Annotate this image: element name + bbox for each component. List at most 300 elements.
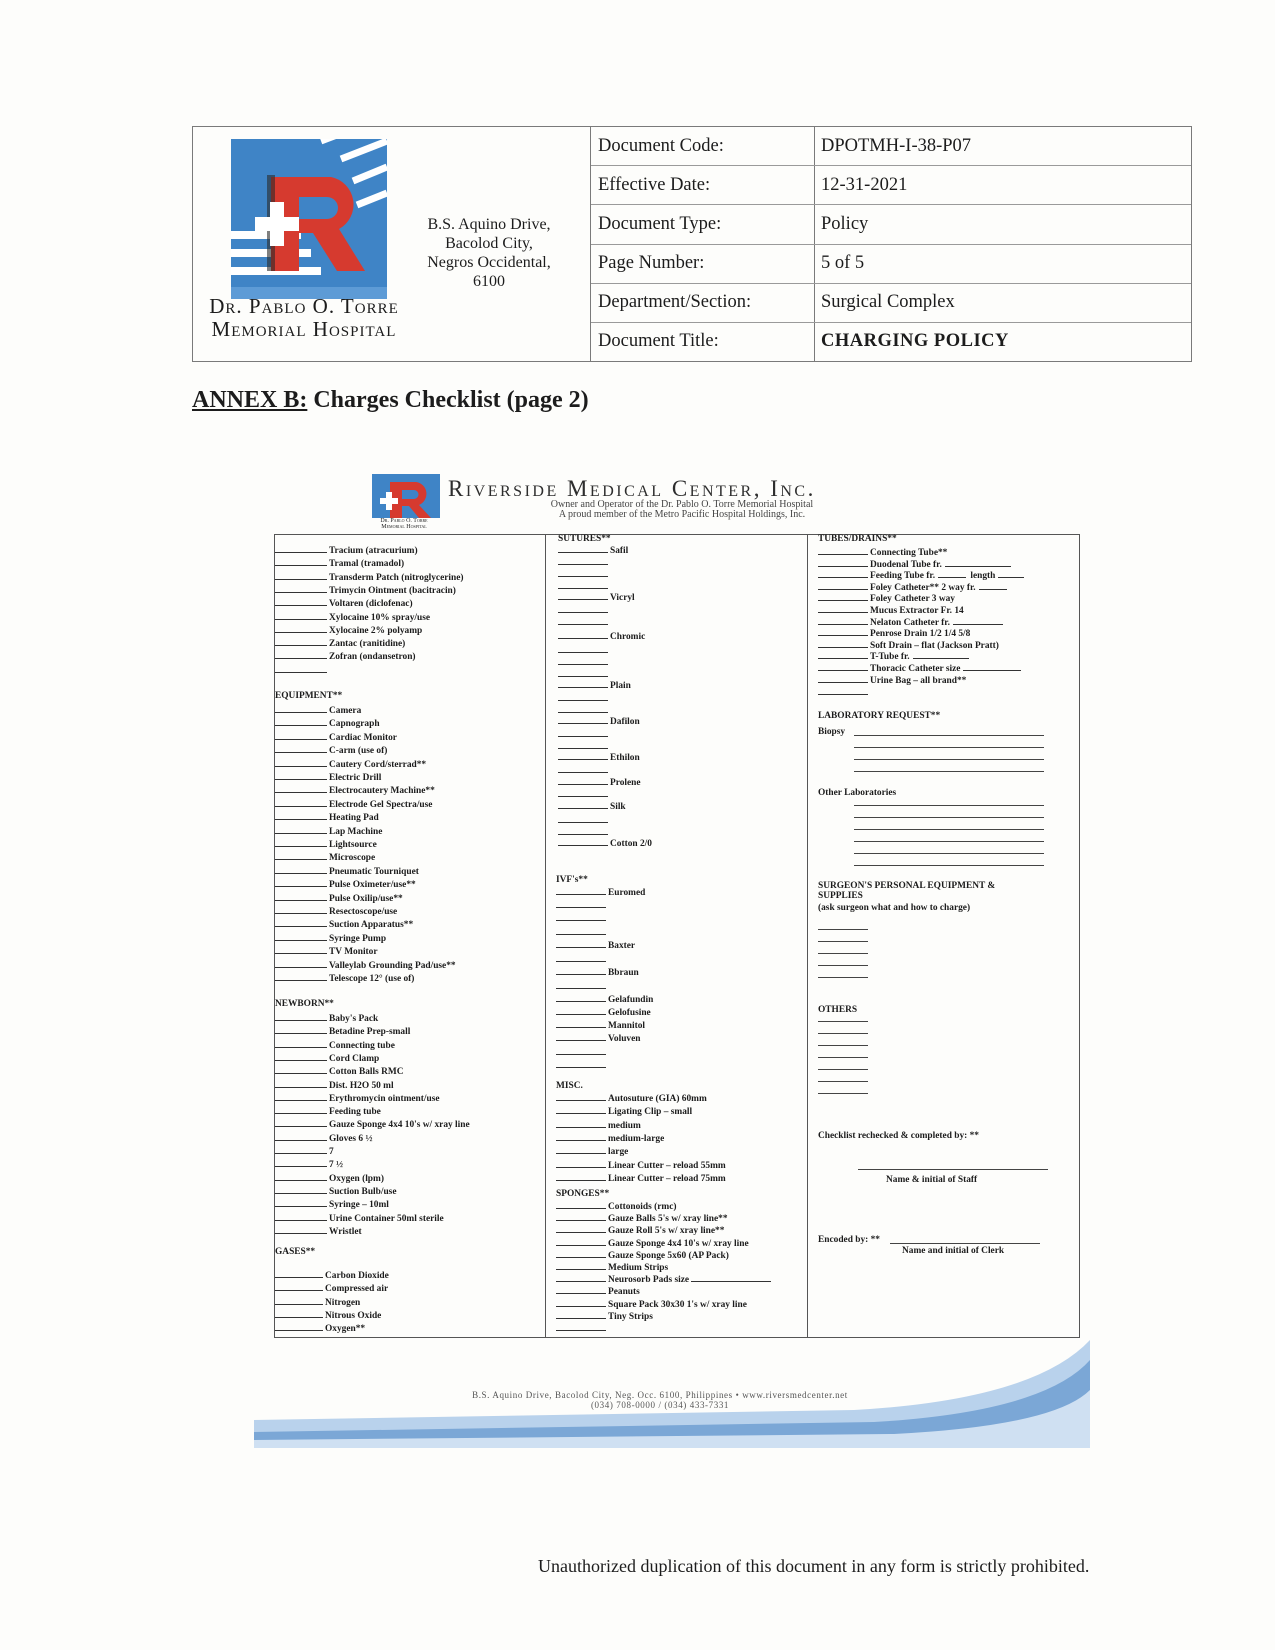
section-heading: EQUIPMENT** [275, 691, 343, 701]
blank-line[interactable] [275, 1106, 327, 1114]
write-in-line[interactable] [854, 853, 1044, 854]
checklist-item [275, 1066, 403, 1077]
blank-line[interactable] [275, 1226, 327, 1234]
checklist-item [275, 799, 432, 810]
item-label: length [968, 571, 998, 582]
blank-line[interactable] [818, 628, 868, 636]
blank-line[interactable] [558, 777, 608, 785]
blank-line[interactable] [691, 1274, 771, 1282]
blank-line[interactable] [556, 940, 606, 948]
blank-line[interactable] [275, 745, 327, 753]
hospital-name: Dr. Pablo O. Torre Memorial Hospital [209, 294, 399, 341]
write-in-line[interactable] [818, 1057, 868, 1058]
blank-line[interactable] [556, 1047, 606, 1055]
item-label: Feeding Tube fr. [870, 571, 936, 582]
blank-line[interactable] [558, 680, 608, 688]
meta-label: Page Number: [591, 245, 815, 283]
write-in-line[interactable] [818, 977, 868, 978]
write-in-line[interactable] [818, 953, 868, 954]
write-in-line[interactable] [818, 1021, 868, 1022]
write-in-line[interactable] [854, 829, 1044, 830]
item-label: Tiny Strips [608, 1311, 653, 1322]
blank-line[interactable] [556, 1120, 606, 1128]
blank-line[interactable] [556, 1286, 606, 1294]
item-label: Xylocaine 10% spray/use [329, 612, 431, 623]
blank-line[interactable] [558, 741, 608, 749]
item-label: Baby's Pack [329, 1014, 379, 1024]
write-in-line[interactable] [818, 1069, 868, 1070]
hospital-address: B.S. Aquino Drive, Bacolod City, Negros Occidental, 6100 [427, 216, 551, 290]
blank-entry [556, 913, 608, 924]
blank-line[interactable] [818, 582, 868, 590]
item-label: Oxygen (lpm) [329, 1173, 384, 1184]
checklist-item [275, 651, 416, 662]
blank-line[interactable] [558, 592, 608, 600]
item-label: TV Monitor [329, 947, 378, 958]
checklist-item [275, 1283, 388, 1294]
item-label: Cord Clamp [329, 1053, 380, 1064]
blank-line[interactable] [556, 1311, 606, 1319]
blank-line[interactable] [275, 1159, 327, 1167]
section-heading: Name & initial of Staff [886, 1175, 978, 1185]
blank-entry [556, 1047, 608, 1058]
checklist-item [818, 593, 955, 604]
blank-line[interactable] [558, 569, 608, 577]
section-heading: Name and initial of Clerk [902, 1246, 1005, 1256]
item-label: Nitrous Oxide [325, 1310, 382, 1321]
item-label: Gelofusine [608, 1008, 651, 1018]
blank-entry [558, 645, 610, 656]
item-label: Linear Cutter – reload 75mm [608, 1173, 726, 1184]
item-label: Pulse Oximeter/use** [329, 880, 416, 891]
riverside-tagline: Owner and Operator of the Dr. Pablo O. Torre Memorial Hospital A proud member of the Metro Pacific Hospital Holdings, Inc. [550, 499, 814, 520]
blank-line[interactable] [275, 1080, 327, 1088]
meta-row [591, 166, 1191, 205]
checklist-item [275, 585, 456, 596]
item-label: Cardiac Monitor [329, 732, 397, 743]
item-label: Gauze Balls 5's w/ xray line** [608, 1214, 728, 1225]
item-label: Erythromycin ointment/use [329, 1093, 440, 1104]
blank-line[interactable] [818, 687, 868, 695]
blank-line[interactable] [558, 838, 608, 846]
item-label: Tramal (tramadol) [329, 559, 405, 570]
write-in-line[interactable] [854, 865, 1044, 866]
blank-line[interactable] [818, 559, 868, 567]
section-heading: GASES** [275, 1247, 316, 1257]
blank-line[interactable] [556, 1274, 606, 1282]
item-label: medium [608, 1120, 641, 1131]
blank-line[interactable] [558, 657, 608, 665]
document-title: CHARGING POLICY [821, 331, 1009, 352]
checklist-item [556, 1173, 726, 1184]
write-in-line[interactable] [818, 965, 868, 966]
blank-line[interactable] [558, 581, 608, 589]
write-in-line[interactable] [818, 1081, 868, 1082]
item-label: Connecting Tube** [870, 548, 948, 558]
blank-line[interactable] [275, 1270, 323, 1278]
blank-line[interactable] [275, 1297, 323, 1305]
blank-line[interactable] [913, 651, 969, 659]
blank-line[interactable] [818, 640, 868, 648]
riverside-footer-address: B.S. Aquino Drive, Bacolod City, Neg. Occ. 6100, Philippines • www.riversmedcenter.net (034) 708-0000 / (034) 433-7331 [472, 1390, 848, 1410]
blank-line[interactable] [275, 1173, 327, 1181]
blank-line[interactable] [818, 593, 868, 601]
blank-line[interactable] [556, 1225, 606, 1233]
section-heading: MISC. [556, 1081, 583, 1091]
blank-line[interactable] [818, 570, 868, 578]
blank-line[interactable] [556, 1160, 606, 1168]
meta-label: Department/Section: [591, 284, 815, 322]
write-in-line[interactable] [818, 941, 868, 942]
checklist-item [275, 625, 422, 636]
blank-line[interactable] [275, 1013, 327, 1021]
blank-line[interactable] [275, 893, 327, 901]
blank-line[interactable] [556, 927, 606, 935]
blank-line[interactable] [556, 1323, 606, 1331]
blank-line[interactable] [556, 981, 606, 989]
checklist-item [275, 1053, 379, 1064]
blank-line[interactable] [558, 801, 608, 809]
blank-line[interactable] [818, 651, 868, 659]
blank-line[interactable] [556, 1173, 606, 1181]
checklist-item [558, 777, 641, 788]
checklist-item [275, 933, 386, 944]
blank-line[interactable] [963, 663, 1021, 671]
section-heading: SPONGES** [556, 1189, 610, 1199]
checklist-item [556, 940, 635, 951]
write-in-line[interactable] [818, 1045, 868, 1046]
item-label: Wristlet [329, 1226, 362, 1237]
checklist-item [275, 1186, 396, 1197]
checklist-column-3 [807, 535, 1081, 1337]
blank-line[interactable] [558, 815, 608, 823]
blank-entry [556, 927, 608, 938]
checklist-item [275, 1133, 373, 1144]
blank-line[interactable] [979, 582, 1007, 590]
checklist-item [275, 545, 418, 556]
checklist-item [558, 801, 626, 812]
blank-line[interactable] [275, 1213, 327, 1221]
blank-line[interactable] [275, 1310, 323, 1318]
blank-line[interactable] [818, 547, 868, 555]
blank-line[interactable] [558, 669, 608, 677]
checklist-item [275, 759, 426, 770]
meta-label: Effective Date: [591, 166, 815, 204]
blank-line[interactable] [275, 1040, 327, 1048]
blank-line[interactable] [275, 879, 327, 887]
blank-line[interactable] [556, 1060, 606, 1068]
checklist-item [818, 651, 971, 662]
item-label: Gauze Sponge 4x4 10's w/ xray line [608, 1238, 749, 1249]
write-in-line[interactable] [854, 841, 1044, 842]
item-label: Duodenal Tube fr. [870, 559, 942, 570]
item-label: Lightsource [329, 840, 377, 850]
blank-line[interactable] [556, 994, 606, 1002]
checklist-item [275, 785, 435, 796]
blank-line[interactable] [275, 866, 327, 874]
blank-line[interactable] [558, 729, 608, 737]
checklist-item [275, 1199, 389, 1210]
write-in-line[interactable] [854, 805, 1044, 806]
item-label: Zantac (ranitidine) [329, 639, 406, 650]
write-in-line[interactable] [858, 1169, 1048, 1170]
section-heading: LABORATORY REQUEST** [818, 711, 941, 721]
checklist-item [556, 1225, 724, 1236]
blank-line[interactable] [558, 605, 608, 613]
blank-line[interactable] [558, 765, 608, 773]
annex-heading [192, 387, 589, 414]
blank-entry [275, 665, 329, 676]
item-label: Syringe – 10ml [329, 1200, 389, 1211]
blank-line[interactable] [275, 906, 327, 914]
blank-line[interactable] [556, 1093, 606, 1101]
item-label: Compressed air [325, 1284, 389, 1295]
section-heading: Other Laboratories [818, 788, 897, 798]
blank-line[interactable] [275, 718, 327, 726]
checklist-item [275, 1226, 362, 1237]
item-label: Prolene [610, 778, 641, 788]
item-label: Medium Strips [608, 1263, 669, 1273]
blank-line[interactable] [275, 973, 327, 981]
checklist-item [556, 1007, 651, 1018]
blank-line[interactable] [556, 1213, 606, 1221]
write-in-line[interactable] [818, 1033, 868, 1034]
item-label: Gauze Sponge 5x60 (AP Pack) [608, 1250, 729, 1261]
item-label: Neurosorb Pads size [608, 1275, 690, 1286]
blank-line[interactable] [556, 1106, 606, 1114]
item-label: Ethilon [610, 753, 640, 763]
blank-line[interactable] [556, 1133, 606, 1141]
blank-line[interactable] [556, 1020, 606, 1028]
duplication-notice: Unauthorized duplication of this document in any form is strictly prohibited. [538, 1556, 1090, 1576]
blank-line[interactable] [275, 558, 327, 566]
item-label: Gelafundin [608, 995, 654, 1005]
blank-line[interactable] [275, 852, 327, 860]
write-in-line[interactable] [854, 771, 1044, 772]
blank-line[interactable] [558, 705, 608, 713]
blank-entry [558, 827, 610, 838]
checklist-item [275, 638, 405, 649]
blank-line[interactable] [275, 1053, 327, 1061]
write-in-line[interactable] [854, 735, 1044, 736]
blank-line[interactable] [275, 1146, 327, 1154]
blank-line[interactable] [558, 789, 608, 797]
write-in-line[interactable] [890, 1243, 1040, 1244]
section-heading: SUTURES** [558, 534, 611, 544]
section-heading: SUPPLIES [818, 891, 863, 901]
checklist-item [558, 631, 645, 642]
checklist-item [556, 1286, 640, 1297]
blank-line[interactable] [275, 785, 327, 793]
meta-value: Surgical Complex [821, 292, 955, 313]
item-label: Cotton Balls RMC [329, 1067, 404, 1078]
blank-entry [558, 741, 610, 752]
item-label: Syringe Pump [329, 933, 387, 944]
item-label: Xylocaine 2% polyamp [329, 625, 423, 636]
item-label: Plain [610, 681, 631, 691]
blank-line[interactable] [275, 1093, 327, 1101]
blank-line[interactable] [556, 900, 606, 908]
checklist-item [556, 1262, 668, 1273]
meta-row [591, 205, 1191, 244]
blank-line[interactable] [275, 1066, 327, 1074]
checklist-item [275, 919, 413, 930]
blank-line[interactable] [275, 572, 327, 580]
section-heading: TUBES/DRAINS** [818, 534, 897, 544]
blank-line[interactable] [275, 1133, 327, 1141]
blank-line[interactable] [275, 732, 327, 740]
item-label: Cottonoids (rmc) [608, 1202, 677, 1212]
blank-line[interactable] [558, 617, 608, 625]
blank-line[interactable] [938, 570, 966, 578]
checklist-item [818, 640, 999, 651]
blank-line[interactable] [275, 1186, 327, 1194]
write-in-line[interactable] [854, 747, 1044, 748]
blank-line[interactable] [275, 1026, 327, 1034]
checklist-item [556, 1120, 641, 1131]
blank-line[interactable] [558, 545, 608, 553]
checklist-item [556, 1311, 653, 1322]
hospital-logo-icon [231, 139, 387, 299]
checklist-item [818, 605, 964, 616]
item-label: medium-large [608, 1133, 665, 1144]
blank-line[interactable] [998, 570, 1024, 578]
blank-line[interactable] [556, 1007, 606, 1015]
blank-line[interactable] [275, 799, 327, 807]
blank-line[interactable] [558, 716, 608, 724]
annex-prefix: ANNEX B: [192, 387, 308, 413]
write-in-line[interactable] [854, 817, 1044, 818]
checklist-item [556, 1238, 749, 1249]
item-label: Thoracic Catheter size [870, 664, 961, 674]
item-label: Silk [610, 802, 626, 812]
blank-line[interactable] [556, 1299, 606, 1307]
blank-line[interactable] [275, 1119, 327, 1127]
checklist-item [275, 1013, 378, 1024]
blank-line[interactable] [275, 612, 327, 620]
blank-entry [558, 815, 610, 826]
blank-line[interactable] [275, 1323, 323, 1331]
section-heading: OTHERS [818, 1005, 858, 1015]
hospital-block [193, 127, 591, 361]
checklist-item [556, 967, 639, 978]
blank-line[interactable] [275, 665, 327, 673]
blank-line[interactable] [818, 617, 868, 625]
blank-entry [558, 605, 610, 616]
blank-line[interactable] [275, 772, 327, 780]
blank-line[interactable] [275, 1283, 323, 1291]
blank-line[interactable] [558, 645, 608, 653]
blank-entry [558, 657, 610, 668]
checklist-item [556, 1133, 664, 1144]
item-label: Mannitol [608, 1021, 645, 1031]
checklist-item [275, 826, 382, 837]
blank-entry [818, 687, 870, 698]
blank-line[interactable] [558, 693, 608, 701]
blank-line[interactable] [558, 631, 608, 639]
checklist-item [558, 545, 628, 556]
item-label: Cotton 2/0 [610, 839, 652, 849]
checklist-item [275, 1093, 440, 1104]
checklist-item [818, 628, 970, 639]
blank-line[interactable] [275, 705, 327, 713]
blank-line[interactable] [275, 919, 327, 927]
blank-line[interactable] [556, 887, 606, 895]
write-in-line[interactable] [818, 929, 868, 930]
blank-line[interactable] [275, 598, 327, 606]
checklist-item [275, 1080, 394, 1091]
blank-entry [558, 693, 610, 704]
blank-line[interactable] [275, 545, 327, 553]
blank-line[interactable] [558, 752, 608, 760]
blank-entry [558, 617, 610, 628]
blank-line[interactable] [275, 960, 327, 968]
item-label: Camera [329, 706, 362, 716]
blank-line[interactable] [556, 1238, 606, 1246]
blank-entry [556, 981, 608, 992]
checklist-item [558, 838, 652, 849]
blank-line[interactable] [556, 967, 606, 975]
blank-line[interactable] [818, 675, 868, 683]
item-label: Dist. H2O 50 ml [329, 1080, 394, 1091]
blank-entry [556, 954, 608, 965]
blank-line[interactable] [818, 605, 868, 613]
blank-entry [558, 765, 610, 776]
item-label: Gauze Roll 5's w/ xray line** [608, 1226, 725, 1237]
blank-line[interactable] [556, 1146, 606, 1154]
blank-line[interactable] [275, 933, 327, 941]
write-in-line[interactable] [818, 1093, 868, 1094]
blank-line[interactable] [556, 1033, 606, 1041]
blank-entry [558, 729, 610, 740]
checklist-item [275, 1106, 381, 1117]
blank-line[interactable] [275, 839, 327, 847]
item-label: Urine Bag – all brand** [870, 675, 967, 686]
blank-line[interactable] [275, 946, 327, 954]
blank-line[interactable] [556, 1250, 606, 1258]
blank-line[interactable] [558, 557, 608, 565]
blank-line[interactable] [556, 954, 606, 962]
meta-row [591, 127, 1191, 166]
item-label: large [608, 1147, 629, 1158]
blank-line[interactable] [275, 585, 327, 593]
blank-line[interactable] [275, 638, 327, 646]
checklist-item [275, 960, 456, 971]
blank-line[interactable] [275, 1199, 327, 1207]
blank-line[interactable] [818, 663, 868, 671]
checklist-item [275, 1026, 410, 1037]
write-in-line[interactable] [854, 759, 1044, 760]
blank-line[interactable] [945, 559, 1011, 567]
checklist-item [818, 570, 1026, 581]
item-label: Electrode Gel Spectra/use [329, 799, 433, 810]
riverside-logo-caption: Dr. Pablo O. Torre Memorial Hospital [380, 518, 428, 530]
blank-line[interactable] [556, 1262, 606, 1270]
blank-line[interactable] [558, 827, 608, 835]
blank-line[interactable] [556, 913, 606, 921]
blank-line[interactable] [953, 617, 1003, 625]
checklist-item [275, 1310, 381, 1321]
checklist-item [275, 852, 375, 863]
blank-line[interactable] [275, 812, 327, 820]
blank-line[interactable] [275, 651, 327, 659]
blank-line[interactable] [275, 826, 327, 834]
blank-line[interactable] [275, 625, 327, 633]
item-label: Oxygen** [325, 1324, 366, 1335]
blank-line[interactable] [275, 759, 327, 767]
blank-line[interactable] [556, 1201, 606, 1209]
item-label: Resectoscope/use [329, 907, 398, 917]
